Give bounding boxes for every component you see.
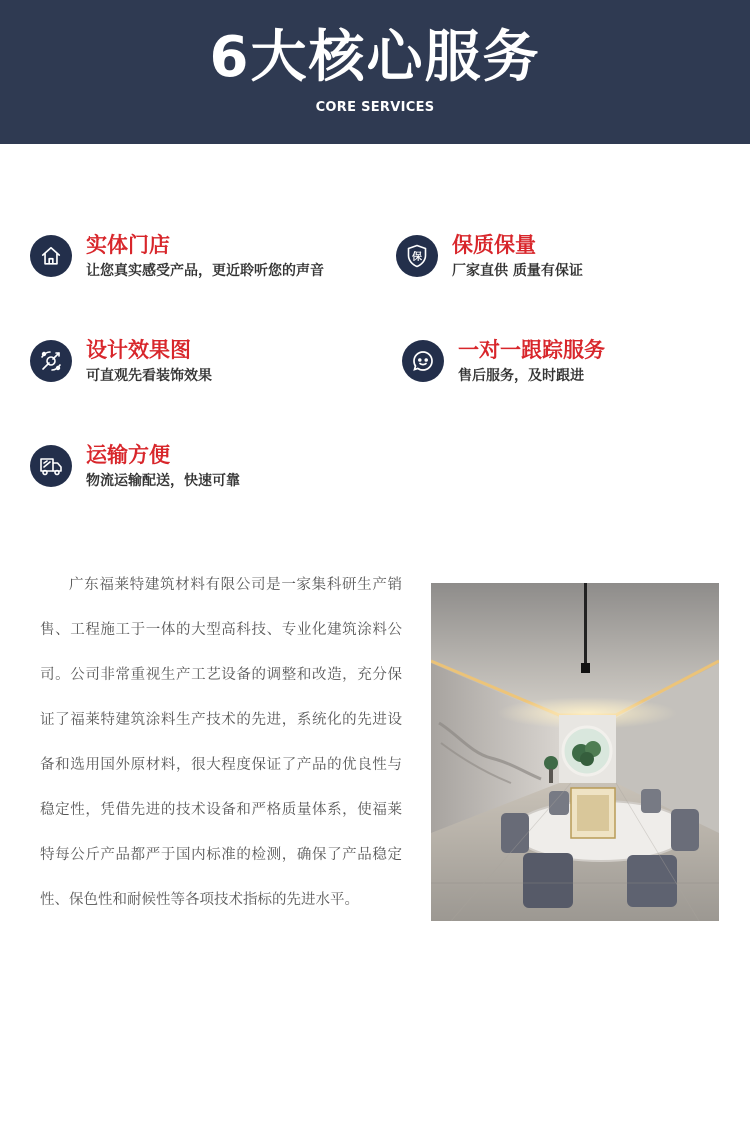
service-name: 一对一跟踪服务 [458, 338, 605, 362]
house-icon [30, 235, 72, 277]
service-desc: 物流运输配送，快速可靠 [86, 473, 240, 489]
service-name: 运输方便 [86, 443, 170, 467]
shield-icon [396, 235, 438, 277]
design-tools-icon [30, 340, 72, 382]
page-subtitle: CORE SERVICES [315, 100, 435, 115]
service-desc: 让您真实感受产品，更近聆听您的声音 [86, 263, 324, 279]
page-title: 6大核心服务 [209, 25, 541, 90]
delivery-truck-icon [30, 445, 72, 487]
service-desc: 可直观先看装饰效果 [86, 368, 212, 384]
header-banner [0, 0, 750, 144]
service-desc: 售后服务，及时跟进 [458, 368, 584, 384]
showroom-photo [431, 583, 719, 921]
shield-icon-char: 保 [412, 252, 422, 263]
service-name: 实体门店 [86, 233, 170, 257]
service-name: 设计效果图 [86, 338, 191, 362]
service-name: 保质保量 [452, 233, 536, 257]
company-intro: 广东福莱特建筑材料有限公司是一家集科研生产销售、工程施工于一体的大型高科技、专业化建筑涂料公司。公司非常重视生产工艺设备的调整和改造，充分保证了福莱特建筑涂料生产技术的先进，系统化的先进设备和选用国外原材料，很大程度保证了产品的优良性与稳定性，凭借先进的技术设备和严格质量体系，使福莱特每公斤产品都严于国内标准的检测，确保了产品稳定性、保色性和耐候性等各项技术指标的先进水平。 [40, 577, 402, 908]
smile-face-icon [402, 340, 444, 382]
service-desc: 厂家直供 质量有保证 [452, 263, 583, 279]
